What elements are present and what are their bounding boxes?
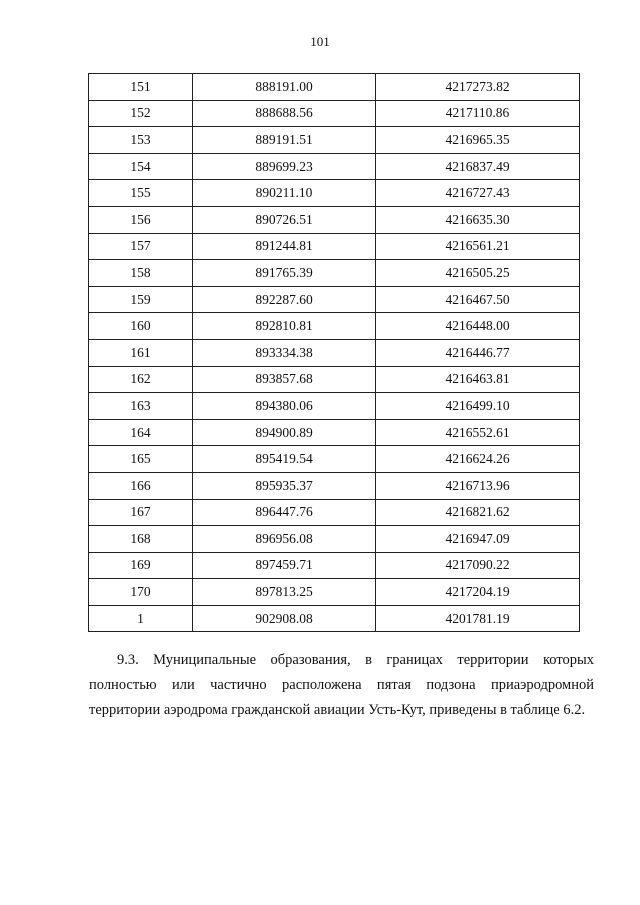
point-number-cell: 169 [89,552,193,579]
table-row [89,74,580,101]
point-number-cell: 151 [89,74,193,101]
point-number-cell: 1 [89,605,193,632]
y-coordinate-cell: 4216505.25 [376,260,580,287]
y-coordinate-cell: 4217110.86 [376,100,580,127]
y-coordinate-cell: 4216947.09 [376,526,580,553]
x-coordinate-cell: 893334.38 [193,339,376,366]
y-coordinate-cell: 4216727.43 [376,180,580,207]
y-coordinate-cell: 4216463.81 [376,366,580,393]
table-row [89,100,580,127]
y-coordinate-cell: 4216713.96 [376,472,580,499]
x-coordinate-cell: 890211.10 [193,180,376,207]
y-coordinate-cell: 4217090.22 [376,552,580,579]
table-row [89,313,580,340]
x-coordinate-cell: 890726.51 [193,206,376,233]
table-row [89,393,580,420]
y-coordinate-cell: 4201781.19 [376,605,580,632]
point-number-cell: 158 [89,260,193,287]
table-row [89,206,580,233]
point-number-cell: 167 [89,499,193,526]
y-coordinate-cell: 4217204.19 [376,579,580,606]
x-coordinate-cell: 894380.06 [193,393,376,420]
x-coordinate-cell: 895419.54 [193,446,376,473]
y-coordinate-cell: 4216448.00 [376,313,580,340]
table-row [89,446,580,473]
x-coordinate-cell: 892810.81 [193,313,376,340]
point-number-cell: 153 [89,127,193,154]
x-coordinate-cell: 896956.08 [193,526,376,553]
x-coordinate-cell: 897813.25 [193,579,376,606]
point-number-cell: 162 [89,366,193,393]
point-number-cell: 161 [89,339,193,366]
point-number-cell: 165 [89,446,193,473]
table-row [89,286,580,313]
x-coordinate-cell: 896447.76 [193,499,376,526]
x-coordinate-cell: 888688.56 [193,100,376,127]
x-coordinate-cell: 891765.39 [193,260,376,287]
x-coordinate-cell: 892287.60 [193,286,376,313]
point-number-cell: 163 [89,393,193,420]
point-number-cell: 155 [89,180,193,207]
point-number-cell: 168 [89,526,193,553]
point-number-cell: 156 [89,206,193,233]
table-row [89,127,580,154]
table-row [89,153,580,180]
table-row [89,552,580,579]
y-coordinate-cell: 4216821.62 [376,499,580,526]
x-coordinate-cell: 895935.37 [193,472,376,499]
table-row [89,180,580,207]
y-coordinate-cell: 4216446.77 [376,339,580,366]
x-coordinate-cell: 902908.08 [193,605,376,632]
point-number-cell: 159 [89,286,193,313]
table-row [89,579,580,606]
table-row [89,260,580,287]
x-coordinate-cell: 897459.71 [193,552,376,579]
y-coordinate-cell: 4216965.35 [376,127,580,154]
y-coordinate-cell: 4216837.49 [376,153,580,180]
point-number-cell: 164 [89,419,193,446]
x-coordinate-cell: 894900.89 [193,419,376,446]
y-coordinate-cell: 4216561.21 [376,233,580,260]
table-row [89,339,580,366]
y-coordinate-cell: 4216552.61 [376,419,580,446]
table-row [89,526,580,553]
section-paragraph: 9.3. Муниципальные образования, в границах территории которых полностью или частично расположена пятая подзона приаэродромной территории аэродрома гражданской авиации Усть-Кут, приведены в таблице 6.2. [89,652,594,718]
table-row [89,605,580,632]
table-row [89,499,580,526]
point-number-cell: 152 [89,100,193,127]
table-row [89,472,580,499]
coordinates-table-body [89,74,580,632]
x-coordinate-cell: 888191.00 [193,74,376,101]
x-coordinate-cell: 891244.81 [193,233,376,260]
x-coordinate-cell: 889191.51 [193,127,376,154]
point-number-cell: 160 [89,313,193,340]
table-row [89,419,580,446]
point-number-cell: 157 [89,233,193,260]
y-coordinate-cell: 4216499.10 [376,393,580,420]
x-coordinate-cell: 893857.68 [193,366,376,393]
point-number-cell: 154 [89,153,193,180]
table-row [89,366,580,393]
table-row [89,233,580,260]
y-coordinate-cell: 4217273.82 [376,74,580,101]
x-coordinate-cell: 889699.23 [193,153,376,180]
point-number-cell: 170 [89,579,193,606]
y-coordinate-cell: 4216467.50 [376,286,580,313]
coordinates-table [88,73,580,632]
page-number: 101 [310,34,330,49]
y-coordinate-cell: 4216635.30 [376,206,580,233]
y-coordinate-cell: 4216624.26 [376,446,580,473]
point-number-cell: 166 [89,472,193,499]
